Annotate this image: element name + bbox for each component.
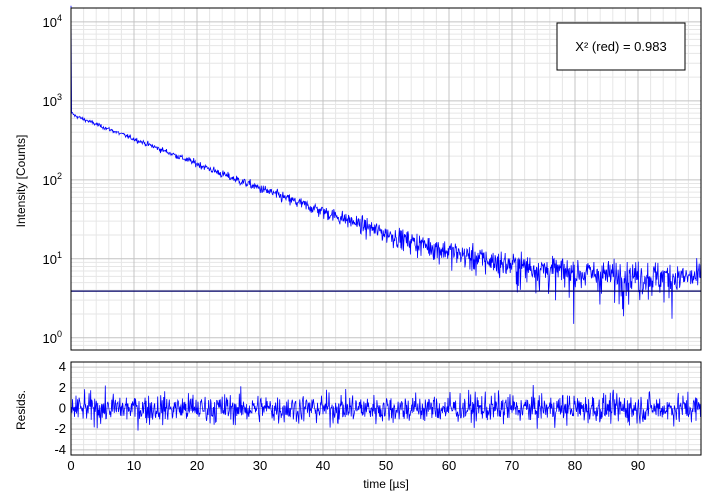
chi-square-label: X² (red) = 0.983 <box>575 39 667 54</box>
y-tick-label: $10^2$ <box>42 170 62 188</box>
x-axis-label: time [µs] <box>363 477 409 491</box>
x-tick-label: 10 <box>126 458 142 473</box>
residuals-plot <box>54 359 701 473</box>
x-tick-label: 80 <box>567 458 583 473</box>
y-tick-label: $10^3$ <box>42 91 62 109</box>
resid-y-tick-label: 2 <box>58 379 66 395</box>
resid-y-tick-label: 4 <box>58 359 66 375</box>
x-tick-label: 50 <box>378 458 394 473</box>
y-tick-label: $10^4$ <box>42 12 62 30</box>
x-tick-label: 40 <box>315 458 331 473</box>
y-tick-label: $10^1$ <box>42 249 62 267</box>
x-tick-label: 60 <box>441 458 457 473</box>
x-tick-label: 70 <box>504 458 520 473</box>
x-tick-label: 90 <box>630 458 646 473</box>
resid-y-tick-label: -4 <box>54 441 66 457</box>
y-tick-label: $10^0$ <box>42 328 62 346</box>
resid-y-tick-label: -2 <box>54 421 66 437</box>
x-tick-label: 30 <box>252 458 268 473</box>
x-tick-label: 0 <box>67 458 75 473</box>
resid-y-tick-label: 0 <box>58 400 66 416</box>
y-axis-label-intensity: Intensity [Counts] <box>14 134 28 228</box>
x-tick-label: 20 <box>189 458 205 473</box>
y-axis-label-residuals: Resids. <box>14 389 28 431</box>
